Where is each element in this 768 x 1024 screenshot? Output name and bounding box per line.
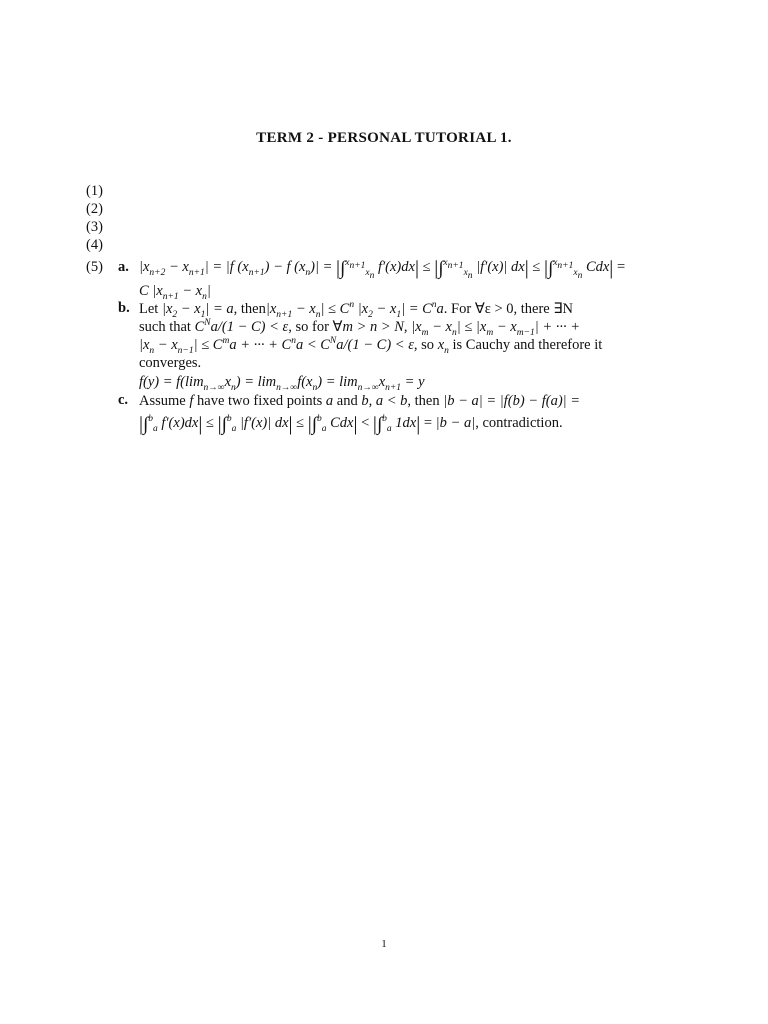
part-c-assume: Assume [139, 393, 186, 409]
page-title: TERM 2 - PERSONAL TUTORIAL 1. [256, 130, 512, 146]
part-c-and: and [336, 393, 358, 409]
part-c-contradiction: , contradiction. [475, 415, 563, 431]
part-c-then: , then [407, 393, 440, 409]
enum-item-3: (3) [86, 219, 103, 235]
part-b-line-2: such that $C^Na/(1 - C) < \varepsilon$, so for ∀m > n > N, $|x_m - x_n| \le |x_m - x_{m-1}|$ + ··· + [139, 318, 581, 338]
part-b-for-all: . For ∀ε > 0, there ∃N [443, 301, 573, 317]
part-b-line-4 [139, 354, 699, 372]
part-c-label: c. [118, 392, 129, 408]
part-c-line-2: |∫$^b_a$ f′(x)dx| ≤ |∫$^b_a$ |f′(x)| dx| ≤ |∫$^b_a$ Cdx| < |∫$^b_a$ 1dx| = |b − a|, contradiction. [139, 413, 563, 435]
enum-item-5: (5) [86, 259, 103, 275]
part-b-line-3: $|x_n - x_{n-1}| \le C^ma$ + ··· + $C^na < C^Na/(1 - C) < \varepsilon$, so $x_n$ is Cauchy and therefore it [139, 336, 603, 356]
part-b-converges: converges. [139, 355, 202, 371]
part-b-then: , then [233, 301, 266, 317]
part-a-label: a. [118, 259, 129, 275]
part-b-line-1: Let $|x_2 - x_1| = a$, $then|x_{n+1} - x_n| \le C^n$ $|x_2 - x_1| = C^na$. For ∀ε > 0, there ∃N [139, 300, 573, 320]
part-b-let: Let [139, 301, 159, 317]
part-a-line-2: C $|x_{n+1} - x_n|$ [139, 283, 211, 302]
enum-item-4: (4) [86, 237, 103, 253]
part-b-so-for: , so for ∀ [288, 319, 343, 335]
part-b-cauchy: is Cauchy and therefore it [452, 337, 603, 353]
part-c-line-1: Assume f have two fixed points a and b, a < b, then |b − a| = |f(b) − f(a)| = [139, 393, 581, 409]
part-c-have-two: have two fixed points [197, 393, 323, 409]
part-a-line-1: $|x_{n+2} - x_{n+1}| = |f$ $(x_{n+1}) - f$ $(x_n)| = |\int^{x_{n+1}}_{x_n}$ f′(x)dx| ≤ |∫$^{x_{n+1}}_{x_n}$ |f′(x)| dx| ≤ |∫$^{x_{n+1}}_{x_n}$ Cdx| = [139, 257, 626, 281]
part-b-label: b. [118, 300, 130, 316]
part-b-line-5: $f(y) = f(\lim_{n\to\infty}x_n) = \lim_{n\to\infty}f(x_n) = \lim_{n\to\infty}x_{n+1} = y$ [139, 374, 425, 393]
enum-item-1: (1) [86, 183, 103, 199]
enum-item-2: (2) [86, 201, 103, 217]
part-b-such-that: such that [139, 319, 191, 335]
page-number: 1 [381, 938, 387, 950]
